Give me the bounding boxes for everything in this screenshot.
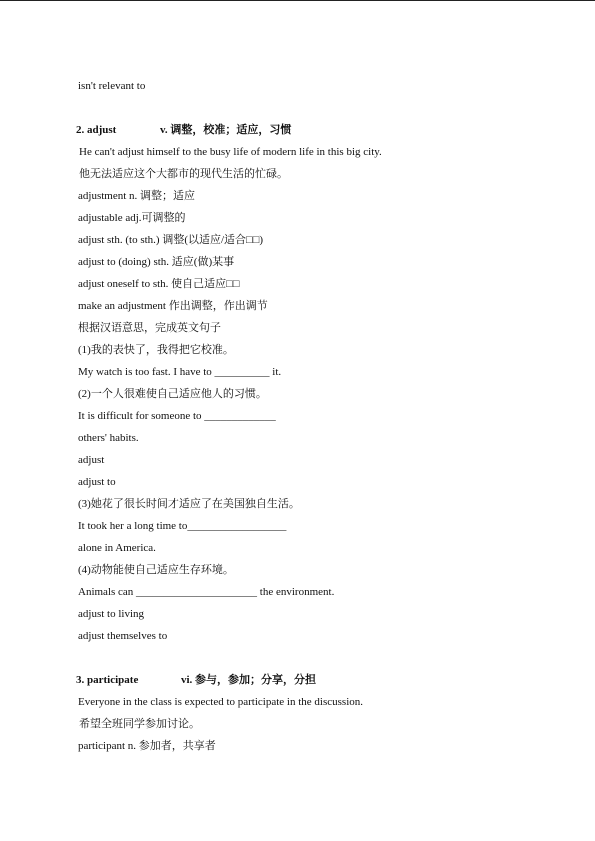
page-top-rule	[0, 0, 595, 1]
part-of-speech-definition: vi. 参与，参加；分享，分担	[181, 674, 317, 686]
section-heading-participate	[76, 673, 317, 687]
derivative-line: participant n. 参加者，共享者	[78, 740, 216, 752]
exercise-prompt: (2)一个人很难使自己适应他人的习惯。	[78, 388, 267, 400]
headword: 2. adjust	[76, 124, 117, 136]
section-heading-adjust	[76, 123, 292, 137]
exercise-sentence: alone in America.	[78, 542, 156, 554]
example-translation: 希望全班同学参加讨论。	[79, 718, 200, 730]
exercise-sentence: It took her a long time to__________________	[78, 520, 287, 532]
phrase-line: adjust sth. (to sth.) 调整(以适应/适合□□)	[78, 234, 264, 246]
carryover-line: isn't relevant to	[78, 80, 146, 92]
example-sentence: He can't adjust himself to the busy life of modern life in this big city.	[79, 146, 382, 158]
answer-line: adjust themselves to	[78, 630, 168, 642]
phrase-line: adjust oneself to sth. 使自己适应□□	[78, 278, 240, 290]
derivative-line: adjustment n. 调整；适应	[78, 190, 196, 202]
exercise-prompt: (1)我的表快了，我得把它校准。	[78, 344, 234, 356]
example-translation: 他无法适应这个大都市的现代生活的忙碌。	[79, 168, 288, 180]
answer-line: adjust	[78, 454, 105, 466]
exercise-prompt: (3)她花了很长时间才适应了在美国独自生活。	[78, 498, 300, 510]
answer-line: adjust to living	[78, 608, 144, 620]
exercise-instruction: 根据汉语意思，完成英文句子	[78, 322, 221, 334]
exercise-prompt: (4)动物能使自己适应生存环境。	[78, 564, 234, 576]
exercise-sentence: others' habits.	[78, 432, 139, 444]
phrase-line: make an adjustment 作出调整，作出调节	[78, 300, 268, 312]
exercise-sentence: Animals can ______________________ the environment.	[78, 586, 335, 598]
exercise-sentence: My watch is too fast. I have to __________ it.	[78, 366, 282, 378]
example-sentence: Everyone in the class is expected to participate in the discussion.	[78, 696, 364, 708]
exercise-sentence: It is difficult for someone to _____________	[78, 410, 276, 422]
part-of-speech-definition: v. 调整，校准；适应，习惯	[160, 124, 292, 136]
phrase-line: adjust to (doing) sth. 适应(做)某事	[78, 256, 235, 268]
derivative-line: adjustable adj.可调整的	[78, 212, 186, 224]
answer-line: adjust to	[78, 476, 116, 488]
headword: 3. participate	[76, 674, 139, 686]
